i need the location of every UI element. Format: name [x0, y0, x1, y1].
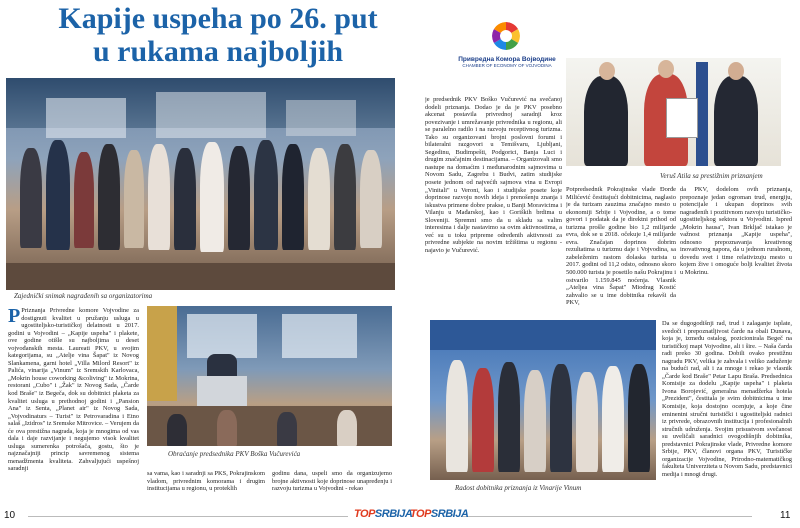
article-col2-text: sa vama, kao i saradnji sa PKS, Pokrajinskom vladom, privrednim komorama i drugim institucijama u regionu, u proteklih [147, 470, 265, 493]
winners-photo-caption: Radost dobitnika priznanja iz Vinarije Vinum [455, 484, 582, 492]
brand-serbia: SRBIJA [374, 508, 413, 520]
article-col5-text: da PKV, dodelom ovih priznanja, prepoznaje jedan ogroman trud, energiju, potencijale i ukupan doprinos svih nagrađenih i pozitivnom razvoju turističko-ugostiteljskog sektora u Vojvodini. Ispred „Mokrin hausa", Ivan Brkljač istakao je važnost priznanja „Kapije uspeha", odnosno prepoznavanja kreativnog inovativnog napora, da u jednom ruralnom, dovedu svet i time relativizuju mesto u kojem žive i omoguće bolji kvalitet života u Mokrinu. [680, 186, 792, 277]
article-column-3-bottom [272, 470, 392, 504]
chamber-logo-subtitle: CHAMBER OF ECONOMY OF VOJVODINA [462, 63, 552, 68]
article-col3-text: je predsednik PKV Boško Vučurević na svečanoj dodeli priznanja. Dodao je da je PKV posebno akcenat postavila privrednoj saradnji kroz povezivanje i umrežavanje privrednika u regionu, ali se paralelno radilo i na razvoju receptivnog turizma. Tako su organizovani brojni poslovni forumi i bilateralni razgovori u Temišvaru, Ljubljani, Segedinu, Budimpešti, Podgorici, Banja Luci i drugim značajnim destinacijama. – Organizovali smo nastupe na domaćim i međunarodnim sajmovima u Novom Sadu, Zagrebu i Budvi, zatim studijske posete jednom od najvećih sajmova vina u Evropi „Vinitali" u Veroni, kao i studijske posete koje doprinose razvoju novih ideja i prenošenju znanja i iskustva primene dobre prakse, u Banji Moravicima i Vilanju u Mađarskoj, kao i Goriških brdima u Sloveniji. Spremni smo da u skladu sa valim interesima i dalje nastavimo sa ovim aktivnostima, a već su u toku pripreme određenih aktivnosti za privredne subjekte na novim tržištima u regionu - najavio je Vučurević. [425, 96, 562, 254]
article-title-line2: u rukama najboljih [92, 35, 344, 68]
article-col4-text: Potpredsednik Pokrajinske vlade Đorđe Milićević čestitajući dobitnicima, naglasio je da turizam zauzima značajno mesto u ekonomiji Srbije i Vojvodine, a o tome govori i podatak da je direktni prihod od turizma prošle godine bio 1,2 milijarde evra, dok se u 2018. očekuje 1,4 milijarde evra. Značajan doprinos dobrim rezultatima u turizmu daje i Vojvodina, sa zabeleženim rastom dolaska turista u 2017. godini od 11,2 odsto, odnosno skoro 500.000 turista je posetilo našu Pokrajinu i ostvarilo 1.159.845 noćenja. Vlasnik „Ateljea vina Šapat" Miodrag Kostić zahvalio se u ime dobitnika rekavši da PKV, [566, 186, 676, 307]
group-photo-caption: Zajednički snimak nagrađenih sa organizatorima [14, 292, 153, 300]
brand-top: TOP [410, 508, 431, 520]
footer-brand-right [410, 508, 468, 526]
article-column-4 [566, 186, 676, 318]
article-column-3 [425, 96, 562, 342]
footer-brand-left [354, 508, 412, 526]
article-title [28, 2, 408, 68]
award-photo [566, 58, 781, 166]
article-column-5 [680, 186, 792, 318]
page-number-left: 10 [4, 510, 16, 521]
brand-serbia: SRBIJA [430, 508, 469, 520]
chamber-logo-icon [492, 22, 520, 50]
page-number-right: 11 [780, 510, 791, 521]
award-photo-caption: Veruš Atila sa prestižnim priznanjem [660, 172, 763, 180]
article-col1-text: P Priznanja Privredne komore Vojvodine za dostignuti kvalitet u pružanju usluga u ugostiteljsko-turističkoj delatnosti u 2017. godini u Vojvodini – „Kapije uspeha" i plakete, ove godine otišle su najboljima u deset vojvođanskih mesta. Laureati PKV, u svojim kategorijama, su „Atelje vina Šapat" iz Novog Slankamena, garni hotel „Villa Milord Resort" iz Palića, vinarija „Vinum" iz Sremskih Karlovaca, „Mokrin house coworking &coliving" iz Mokrina, restorani „Cubo" i „Žak" iz Novog Sada, „Čarde kod Braše" iz Begeča, dok su dobitnici plaketa za kvalitet usluga u prethodnoj godini i „Pansion Ana" iz Senta, „Planet air" iz Novog Sada, „Vojvodinaturs – Turist" iz Petrovaradina i Etno salaš „Izidros" iz Sremske Mitrovice. – Verujem da će ova prestižna nagrada, koja je mnogima od vas dala i daje razvijanje i negujemo visok kvalitet usluga sumerenka potrošača, gostu, što je najznačajniji princip savremenog sistema menadžmenta kvaliteta. Zahvaljujući uspešnoj saradnji [8, 307, 139, 473]
footer-rule-right [462, 516, 752, 517]
article-column-2-bottom [147, 470, 265, 504]
group-photo [6, 78, 395, 290]
article-title-line1: Kapije uspeha po 26. put [58, 2, 378, 35]
article-column-1 [8, 307, 139, 503]
chamber-logo-name: Привредна Комора Војводине [458, 56, 556, 63]
chamber-logo [448, 22, 566, 78]
brand-top: TOP [354, 508, 375, 520]
footer-rule-left [28, 516, 348, 517]
article-column-6 [662, 320, 792, 504]
speech-photo-caption: Obraćanje predsednika PKV Boška Vučurevića [168, 450, 301, 458]
speech-photo [147, 306, 392, 446]
winners-photo [430, 320, 656, 480]
article-col6-text: Da se dugogodišnji rad, trud i zalaganje isplate, svedoči i prepoznatljivost čarde na obali Dunava, koja je, između ostalog, pozicionirala Begeč na turističkoj mapi Vojvodine, ali i šire. – Naša čarda radi preko 30 godina. Dobili ovako prestižnu nagradu PKV, velika je zahvala i veliko zaduženje na budući rad, ali i za mnoge i rekao je vlasnik „Čarde kod Braše" Petar Lapu Braša. Predsednica Komisije za dodelu „Kapije uspeha" i plaketa Ivona Borojević, generalna menadžerka hotela „Prezident", čestitala je svim dobitnicima u ime Komisije, koja dostojno ocenjuje, a koje čine eminentni stručni turistički i ugostiteljski radnici iz privrede, obrazovnih institucija i profesionalnih stručnih udruženja. Svojim prisustvom svečanost su uveličali saradnici ovogodišnjih dobitnika, predstavnici Pokrajinske vlade, Privredne komore Srbije, PKV, članovi organa PKV, Turističke organizacije Vojvodine, Prirodno-matematičkog fakulteta Univerziteta u Novom Sadu, predstavnici medija i mnogi drugi. [662, 320, 792, 478]
article-col3-bottom-text: godinu dana, uspeli smo da organizujemo brojne aktivnosti koje doprinose unapređenju i razvoju turizma u Vojvodini - rekao [272, 470, 392, 493]
